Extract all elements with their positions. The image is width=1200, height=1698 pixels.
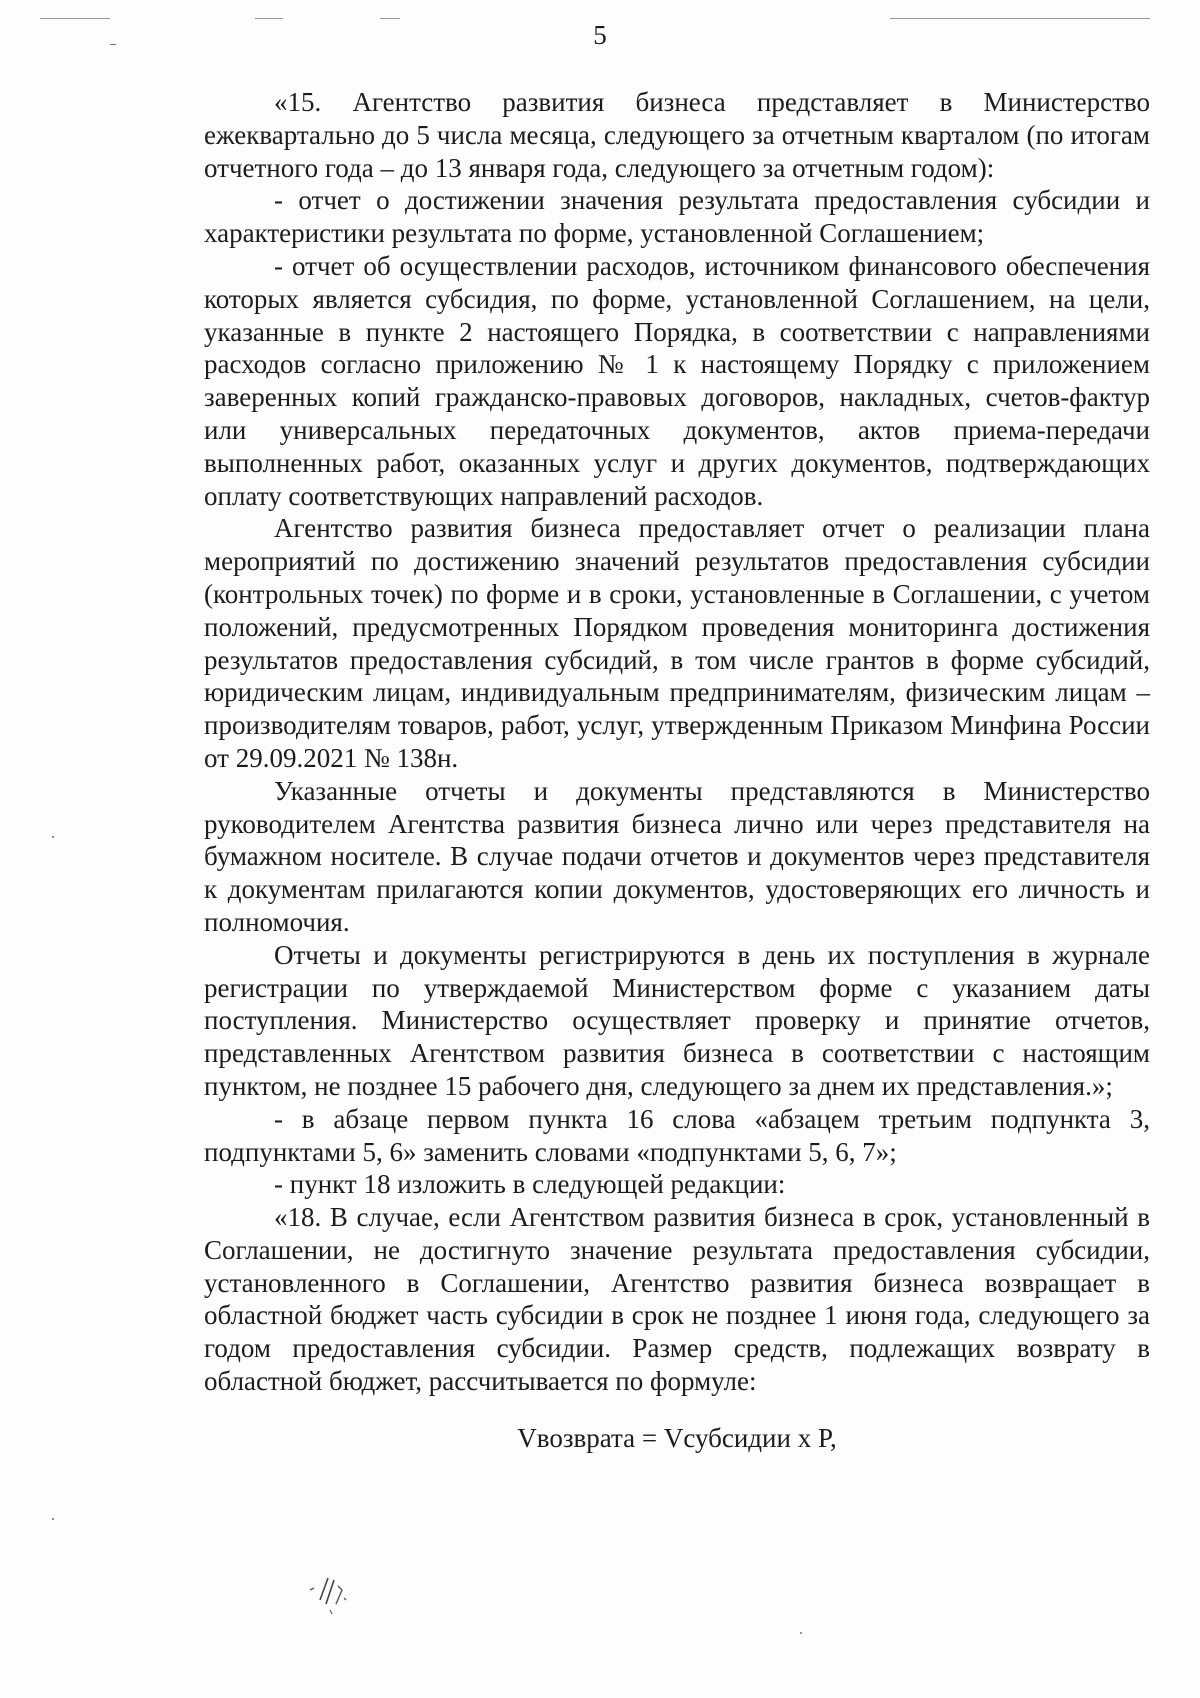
scan-edge-line [380,18,400,19]
scan-speck [52,1518,54,1520]
paragraph-report-expenses: - отчет об осуществлении расходов, источником финансового обеспечения которых является субсидия, по форме, установленной Соглашением, на цели, указанные в пункте 2 настоящего Порядка, в соответствии с направлениями расходов согласно приложению № 1 к настоящему Порядку с приложением заверенных копий гражданско-правовых договоров, накладных, счетов-фактур или универсальных передаточных документов, актов приема-передачи выполненных работ, оказанных услуг и других документов, подтверждающих оплату соответствующих направлений расходов. [204,250,1150,511]
paragraph-amendment-16: - в абзаце первом пункта 16 слова «абзацем третьим подпункта 3, подпунктами 5, 6» заменить словами «подпунктами 5, 6, 7»; [204,1103,1150,1167]
refund-formula: Vвозврата = Vсубсидии x P, [517,1422,837,1453]
paragraph-point-15: «15. Агентство развития бизнеса представляет в Министерство ежеквартально до 5 числа месяца, следующего за отчетным кварталом (по итогам отчетного года – до 13 января года, следующего за отчетным годом): [204,87,1150,183]
body-text [204,86,1150,1455]
scan-speck [52,836,54,838]
paragraph-point-18: «18. В случае, если Агентством развития бизнеса в срок, установленный в Соглашении, не достигнуто значение результата предоставления субсидии, установленного в Соглашении, Агентство развития бизнеса возвращает в областной бюджет часть субсидии в срок не позднее 1 июня года, следующего за годом предоставления субсидии. Размер средств, подлежащих возврату в областной бюджет, рассчитывается по формуле: [204,1202,1150,1397]
handwritten-mark [300,1560,370,1620]
scan-edge-line [40,18,110,19]
paragraph-amendment-18-intro: - пункт 18 изложить в следующей редакции: [274,1169,786,1200]
paragraph-report-result: - отчет о достижении значения результата предоставления субсидии и характеристики результата по форме, установленной Соглашением; [204,185,1150,249]
scan-speck [800,1632,802,1634]
scan-edge-line [255,18,283,19]
page-number: 5 [593,20,607,50]
paragraph-submission: Указанные отчеты и документы представляются в Министерство руководителем Агентства развития бизнеса лично или через представителя на бумажном носителе. В случае подачи отчетов и документов через представителя к документам прилагаются копии документов, удостоверяющих его личность и полномочия. [204,775,1150,937]
paragraph-registration: Отчеты и документы регистрируются в день их поступления в журнале регистрации по утверждаемой Министерством форме с указанием даты поступления. Министерство осуществляет проверку и принятие отчетов, представленных Агентством развития бизнеса в соответствии с настоящим пунктом, не позднее 15 рабочего дня, следующего за днем их представления.»; [204,939,1150,1101]
paragraph-plan-report: Агентство развития бизнеса предоставляет отчет о реализации плана мероприятий по достижению значений результатов предоставления субсидии (контрольных точек) по форме и в сроки, установленные в Соглашении, с учетом положений, предусмотренных Порядком проведения мониторинга достижения результатов предоставления субсидий, в том числе грантов в форме субсидий, юридическим лицам, индивидуальным предпринимателям, физическим лицам – производителям товаров, работ, услуг, утвержденным Приказом Минфина России от 29.09.2021 № 138н. [204,513,1150,773]
scan-edge-line [890,18,1150,19]
